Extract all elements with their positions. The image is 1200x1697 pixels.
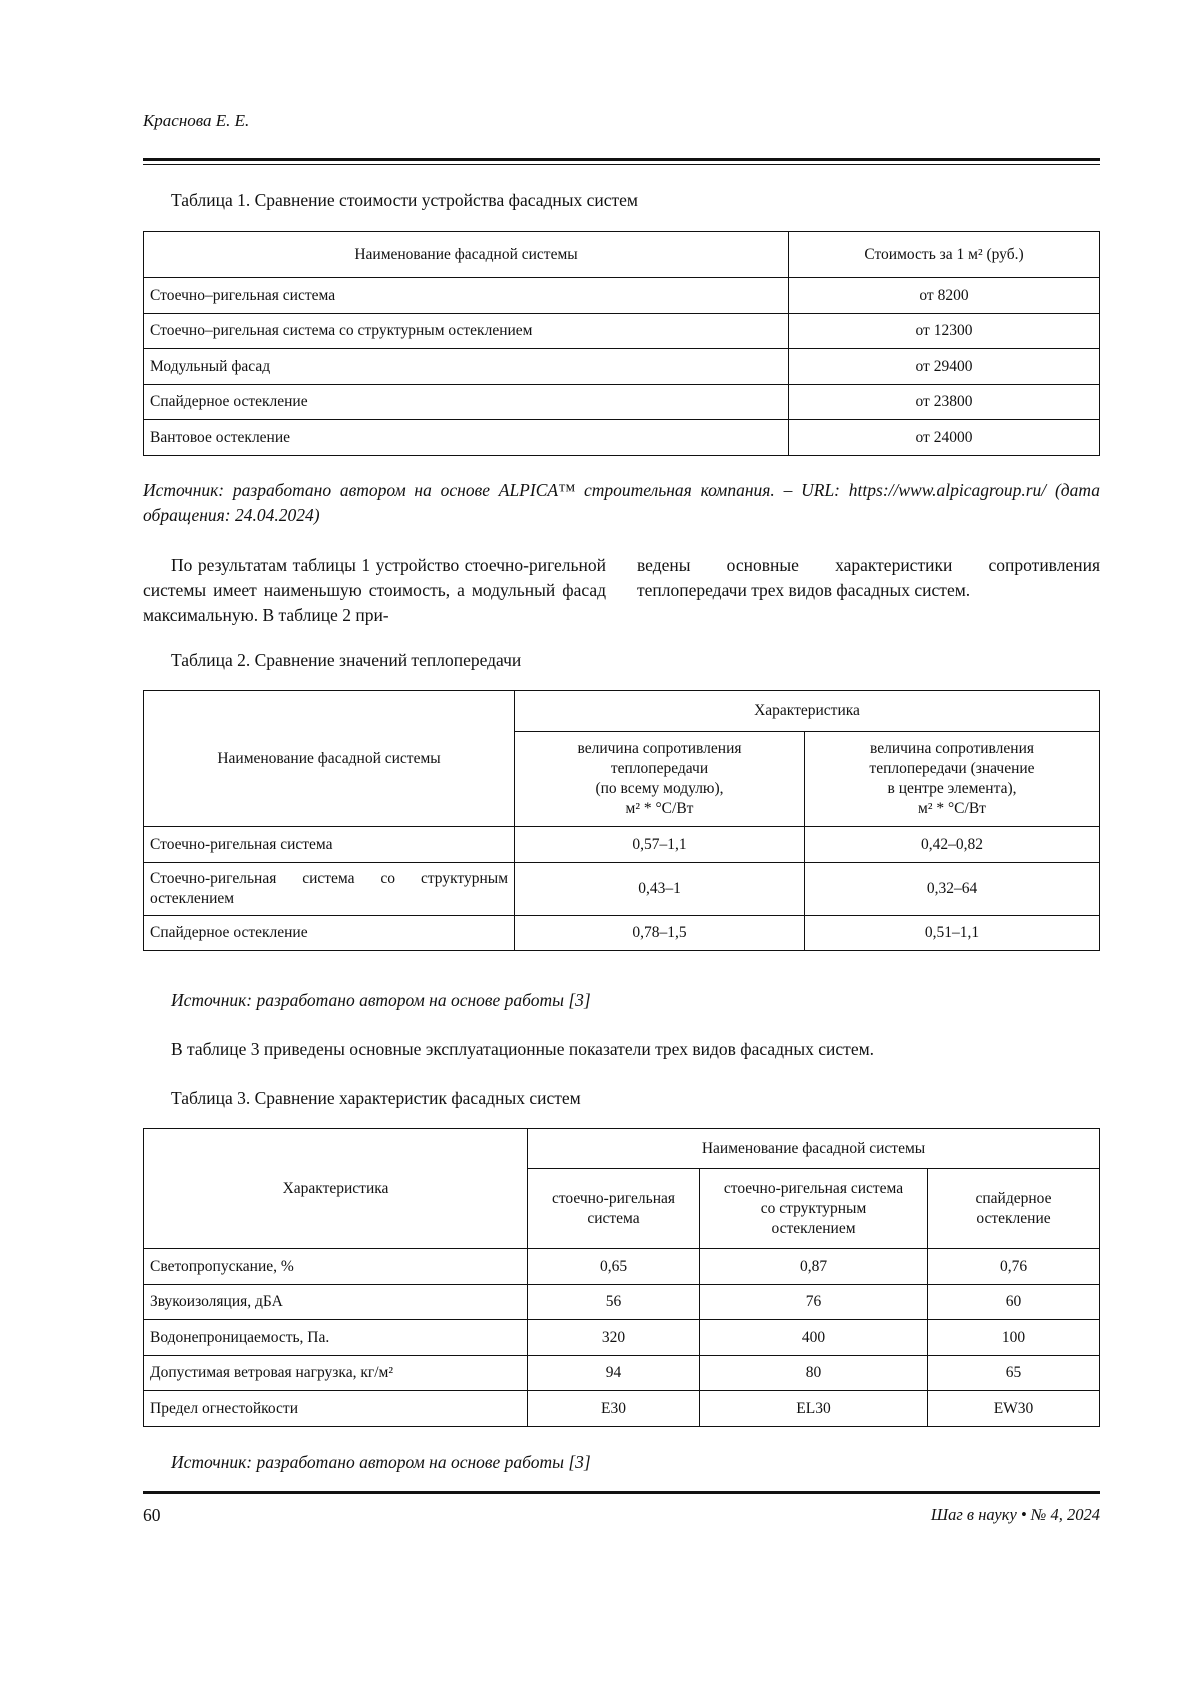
table2-cell: 0,57–1,1: [515, 827, 805, 863]
table3-caption: Таблица 3. Сравнение характеристик фасадных систем: [171, 1088, 581, 1108]
table2-cell: 0,32–64: [805, 863, 1100, 916]
table1-cell: Спайдерное остекление: [144, 385, 789, 420]
table2-cell: 0,42–0,82: [805, 827, 1100, 863]
body-column-right: [637, 553, 1100, 603]
table3-cell: 100: [928, 1320, 1100, 1356]
table2-caption: Таблица 2. Сравнение значений теплопередачи: [171, 650, 522, 670]
table2-cell: Стоечно-ригельная система: [144, 827, 515, 863]
body-paragraph-continued: ведены основные характеристики сопротивления теплопередачи трех видов фасадных систем.: [637, 555, 1100, 600]
table1-header-cost: Стоимость за 1 м² (руб.): [789, 232, 1100, 278]
table3-source: Источник: разработано автором на основе работы [3]: [171, 1452, 591, 1472]
table3-intro-paragraph: В таблице 3 приведены основные эксплуатационные показатели трех видов фасадных систем.: [171, 1039, 875, 1059]
table3: [143, 1128, 1100, 1427]
table-row: [144, 420, 1100, 456]
table1-cell: Стоечно–ригельная система со структурным остеклением: [144, 314, 789, 349]
body-column-left: [143, 553, 606, 628]
table1-cell: от 12300: [789, 314, 1100, 349]
table3-cell: EL30: [700, 1391, 928, 1427]
table3-cell: Допустимая ветровая нагрузка, кг/м²: [144, 1356, 528, 1391]
table2-header-group: Характеристика: [515, 691, 1100, 732]
table3-cell: 94: [528, 1356, 700, 1391]
table-row: [144, 1285, 1100, 1320]
table1-cell: от 8200: [789, 278, 1100, 314]
header-rule: [143, 158, 1100, 165]
table2-cell: Стоечно-ригельная система со структурным остеклением: [144, 863, 515, 916]
table3-header-name: Характеристика: [144, 1129, 528, 1249]
table3-cell: 400: [700, 1320, 928, 1356]
table3-subheader-structural: стоечно-ригельная система со структурным остеклением: [700, 1169, 928, 1249]
table3-cell: 320: [528, 1320, 700, 1356]
table1-cell: Вантовое остекление: [144, 420, 789, 456]
table-row: [144, 916, 1100, 951]
table3-cell: 65: [928, 1356, 1100, 1391]
footer-rule: [143, 1491, 1100, 1494]
table-row: [144, 349, 1100, 385]
table1-cell: от 23800: [789, 385, 1100, 420]
table3-cell: Звукоизоляция, дБА: [144, 1285, 528, 1320]
table3-cell: 76: [700, 1285, 928, 1320]
table1-caption: Таблица 1. Сравнение стоимости устройства фасадных систем: [171, 190, 638, 210]
table2-subheader-center: величина сопротивления теплопередачи (значение в центре элемента), м² * °С/Вт: [805, 732, 1100, 827]
table2: [143, 690, 1100, 951]
table3-cell: 0,87: [700, 1249, 928, 1285]
table2-cell: Спайдерное остекление: [144, 916, 515, 951]
table1-cell: Модульный фасад: [144, 349, 789, 385]
table-row: [144, 385, 1100, 420]
table3-cell: 60: [928, 1285, 1100, 1320]
table-row: [144, 1320, 1100, 1356]
table2-cell: 0,78–1,5: [515, 916, 805, 951]
table1-cell: от 24000: [789, 420, 1100, 456]
running-header-author: Краснова Е. Е.: [143, 111, 250, 130]
journal-name: Шаг в науку • № 4, 2024: [930, 1505, 1100, 1524]
table3-cell: Водонепроницаемость, Па.: [144, 1320, 528, 1356]
table-row: [144, 863, 1100, 916]
table3-cell: EW30: [928, 1391, 1100, 1427]
table-row: [144, 1356, 1100, 1391]
table2-cell: 0,43–1: [515, 863, 805, 916]
table3-cell: E30: [528, 1391, 700, 1427]
table3-header-group: Наименование фасадной системы: [528, 1129, 1100, 1169]
table2-cell: 0,51–1,1: [805, 916, 1100, 951]
table1-header-name: Наименование фасадной системы: [144, 232, 789, 278]
table3-cell: Предел огнестойкости: [144, 1391, 528, 1427]
table3-cell: 56: [528, 1285, 700, 1320]
table2-header-name: Наименование фасадной системы: [144, 691, 515, 827]
table-row: [144, 314, 1100, 349]
body-paragraph: По результатам таблицы 1 устройство стоечно-ригельной системы имеет наименьшую стоимость, а модульный фасад максимальную. В таблице 2 при-: [143, 555, 606, 625]
table1-cell: Стоечно–ригельная система: [144, 278, 789, 314]
table-row: [144, 278, 1100, 314]
table3-cell: Светопропускание, %: [144, 1249, 528, 1285]
table1-source: Источник: разработано автором на основе ALPICA™ строительная компания. – URL: https://www.alpicagroup.ru/ (дата обращения: 24.04.2024): [143, 480, 1100, 525]
page-number: 60: [143, 1505, 161, 1525]
table-row: [144, 1249, 1100, 1285]
table3-subheader-spider: спайдерное остекление: [928, 1169, 1100, 1249]
table1-cell: от 29400: [789, 349, 1100, 385]
table3-cell: 80: [700, 1356, 928, 1391]
table3-cell: 0,65: [528, 1249, 700, 1285]
table3-cell: 0,76: [928, 1249, 1100, 1285]
table2-source: Источник: разработано автором на основе работы [3]: [171, 990, 591, 1010]
table2-subheader-module: величина сопротивления теплопередачи (по всему модулю), м² * °С/Вт: [515, 732, 805, 827]
table-row: [144, 1391, 1100, 1427]
table3-subheader-stick: стоечно-ригельная система: [528, 1169, 700, 1249]
table1: [143, 231, 1100, 456]
table-row: [144, 827, 1100, 863]
